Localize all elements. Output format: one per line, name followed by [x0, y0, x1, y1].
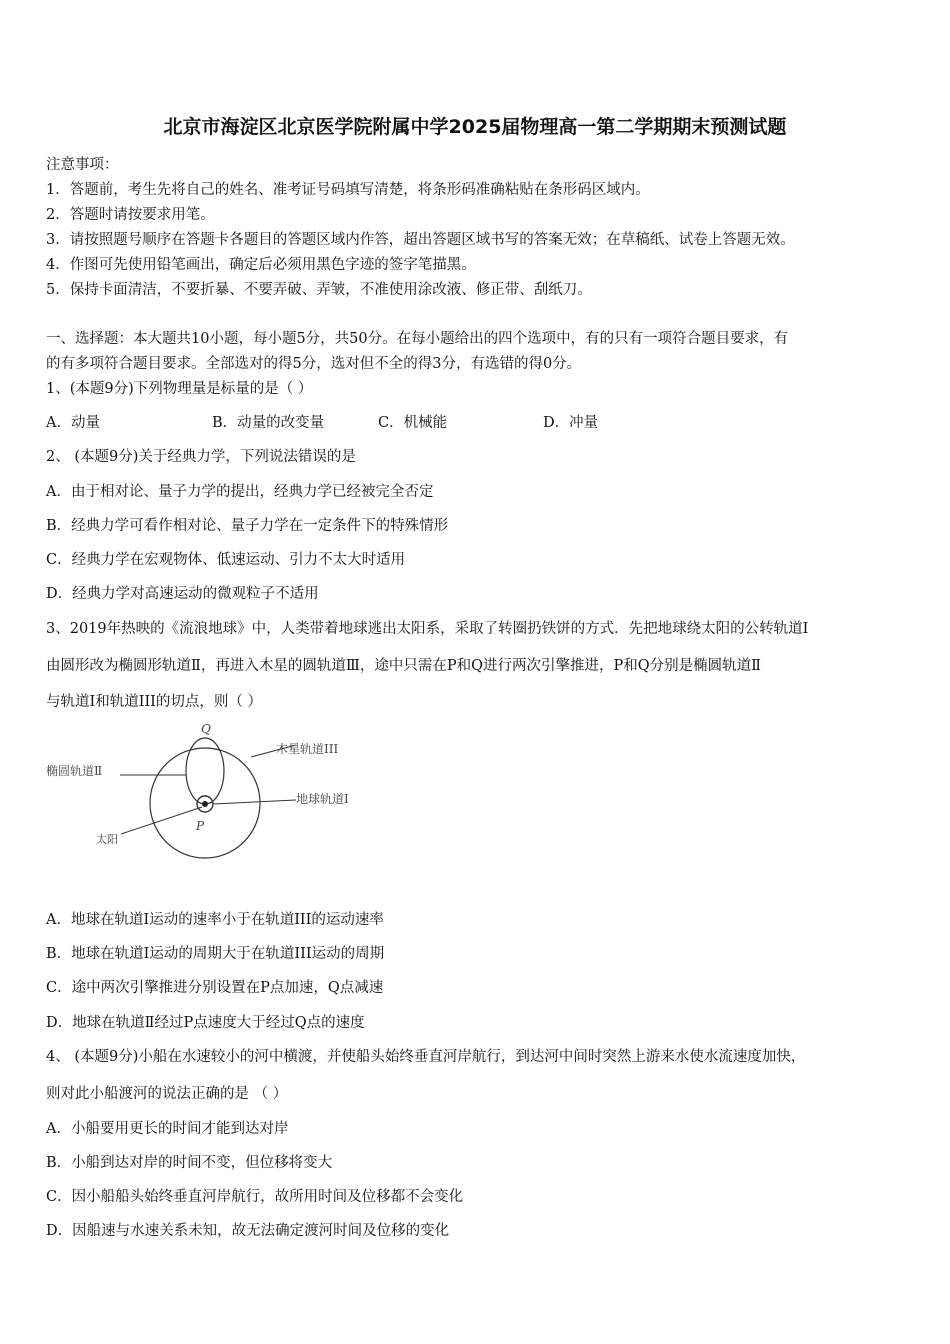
q2-option-d: D．经典力学对高速运动的微观粒子不适用: [46, 586, 319, 602]
q1-option-b: B．动量的改变量: [212, 415, 325, 431]
label-q: Q: [201, 722, 211, 736]
sun-pointer: [121, 807, 202, 834]
q4-option-b: B．小船到达对岸的时间不变，但位移将变大: [46, 1155, 333, 1171]
q1-option-c: C．机械能: [378, 415, 448, 431]
orbit-diagram: [46, 720, 386, 890]
q1-option-d: D．冲量: [543, 415, 599, 431]
q1-option-a: A．动量: [46, 415, 100, 431]
q2-option-b: B．经典力学可看作相对论、量子力学在一定条件下的特殊情形: [46, 518, 449, 534]
notice-item: 2．答题时请按要求用笔。: [46, 207, 215, 223]
q3-option-c: C．途中两次引擎推进分别设置在P点加速，Q点减速: [46, 980, 384, 996]
label-sun: 太阳: [96, 833, 118, 846]
section-instructions: 的有多项符合题目要求。全部选对的得5分，选对但不全的得3分，有选错的得0分。: [46, 356, 582, 372]
notice-item: 5．保持卡面清洁，不要折暴、不要弄破、弄皱，不准使用涂改液、修正带、刮纸刀。: [46, 282, 592, 298]
notice-heading: 注意事项：: [46, 157, 119, 173]
q4-option-c: C．因小船船头始终垂直河岸航行，故所用时间及位移都不会变化: [46, 1189, 464, 1205]
question-1-stem: 1、(本题9分)下列物理量是标量的是（ ）: [46, 381, 313, 397]
question-3-stem: 与轨道I和轨道III的切点，则（ ）: [46, 694, 263, 710]
earth-pointer: [213, 800, 296, 804]
sun-dot: [202, 801, 208, 807]
q3-option-b: B．地球在轨道I运动的周期大于在轨道III运动的周期: [46, 946, 385, 962]
notice-item: 3．请按照题号顺序在答题卡各题目的答题区域内作答，超出答题区域书写的答案无效；在草稿纸、试卷上答题无效。: [46, 232, 795, 248]
page-title: 北京市海淀区北京医学院附属中学2025届物理高一第二学期期末预测试题: [163, 116, 787, 138]
q4-option-a: A．小船要用更长的时间才能到达对岸: [46, 1121, 289, 1137]
label-jupiter-orbit: 木星轨道III: [276, 742, 339, 756]
question-2-stem: 2、 (本题9分)关于经典力学，下列说法错误的是: [46, 449, 356, 465]
q2-option-c: C．经典力学在宏观物体、低速运动、引力不太大时适用: [46, 552, 406, 568]
notice-item: 4．作图可先使用铅笔画出，确定后必须用黑色字迹的签字笔描黑。: [46, 257, 476, 273]
question-4-stem: 则对此小船渡河的说法正确的是 （ ）: [46, 1086, 288, 1102]
question-3-stem: 3、2019年热映的《流浪地球》中，人类带着地球逃出太阳系，采取了转圈扔铁饼的方式．先把地球绕太阳的公转轨道I: [46, 621, 809, 637]
label-ellipse-orbit: 椭圆轨道Ⅱ: [46, 764, 103, 778]
section-instructions: 一、选择题：本大题共10小题，每小题5分，共50分。在每小题给出的四个选项中，有的只有一项符合题目要求，有: [46, 331, 789, 347]
q2-option-a: A．由于相对论、量子力学的提出，经典力学已经被完全否定: [46, 484, 434, 500]
q3-option-a: A．地球在轨道I运动的速率小于在轨道III的运动速率: [46, 912, 384, 928]
question-3-stem: 由圆形改为椭圆形轨道Ⅱ，再进入木星的圆轨道Ⅲ，途中只需在P和Q进行两次引擎推进，P和Q分别是椭圆轨道Ⅱ: [46, 658, 761, 674]
label-earth-orbit: 地球轨道Ⅰ: [296, 792, 349, 806]
label-p: P: [196, 819, 205, 833]
notice-item: 1．答题前，考生先将自己的姓名、准考证号码填写清楚，将条形码准确粘贴在条形码区域内。: [46, 182, 650, 198]
q3-option-d: D．地球在轨道Ⅱ经过P点速度大于经过Q点的速度: [46, 1015, 365, 1031]
q4-option-d: D．因船速与水速关系未知，故无法确定渡河时间及位移的变化: [46, 1223, 450, 1239]
question-4-stem: 4、 (本题9分)小船在水速较小的河中横渡，并使船头始终垂直河岸航行，到达河中间时突然上游来水使水流速度加快，: [46, 1049, 806, 1065]
